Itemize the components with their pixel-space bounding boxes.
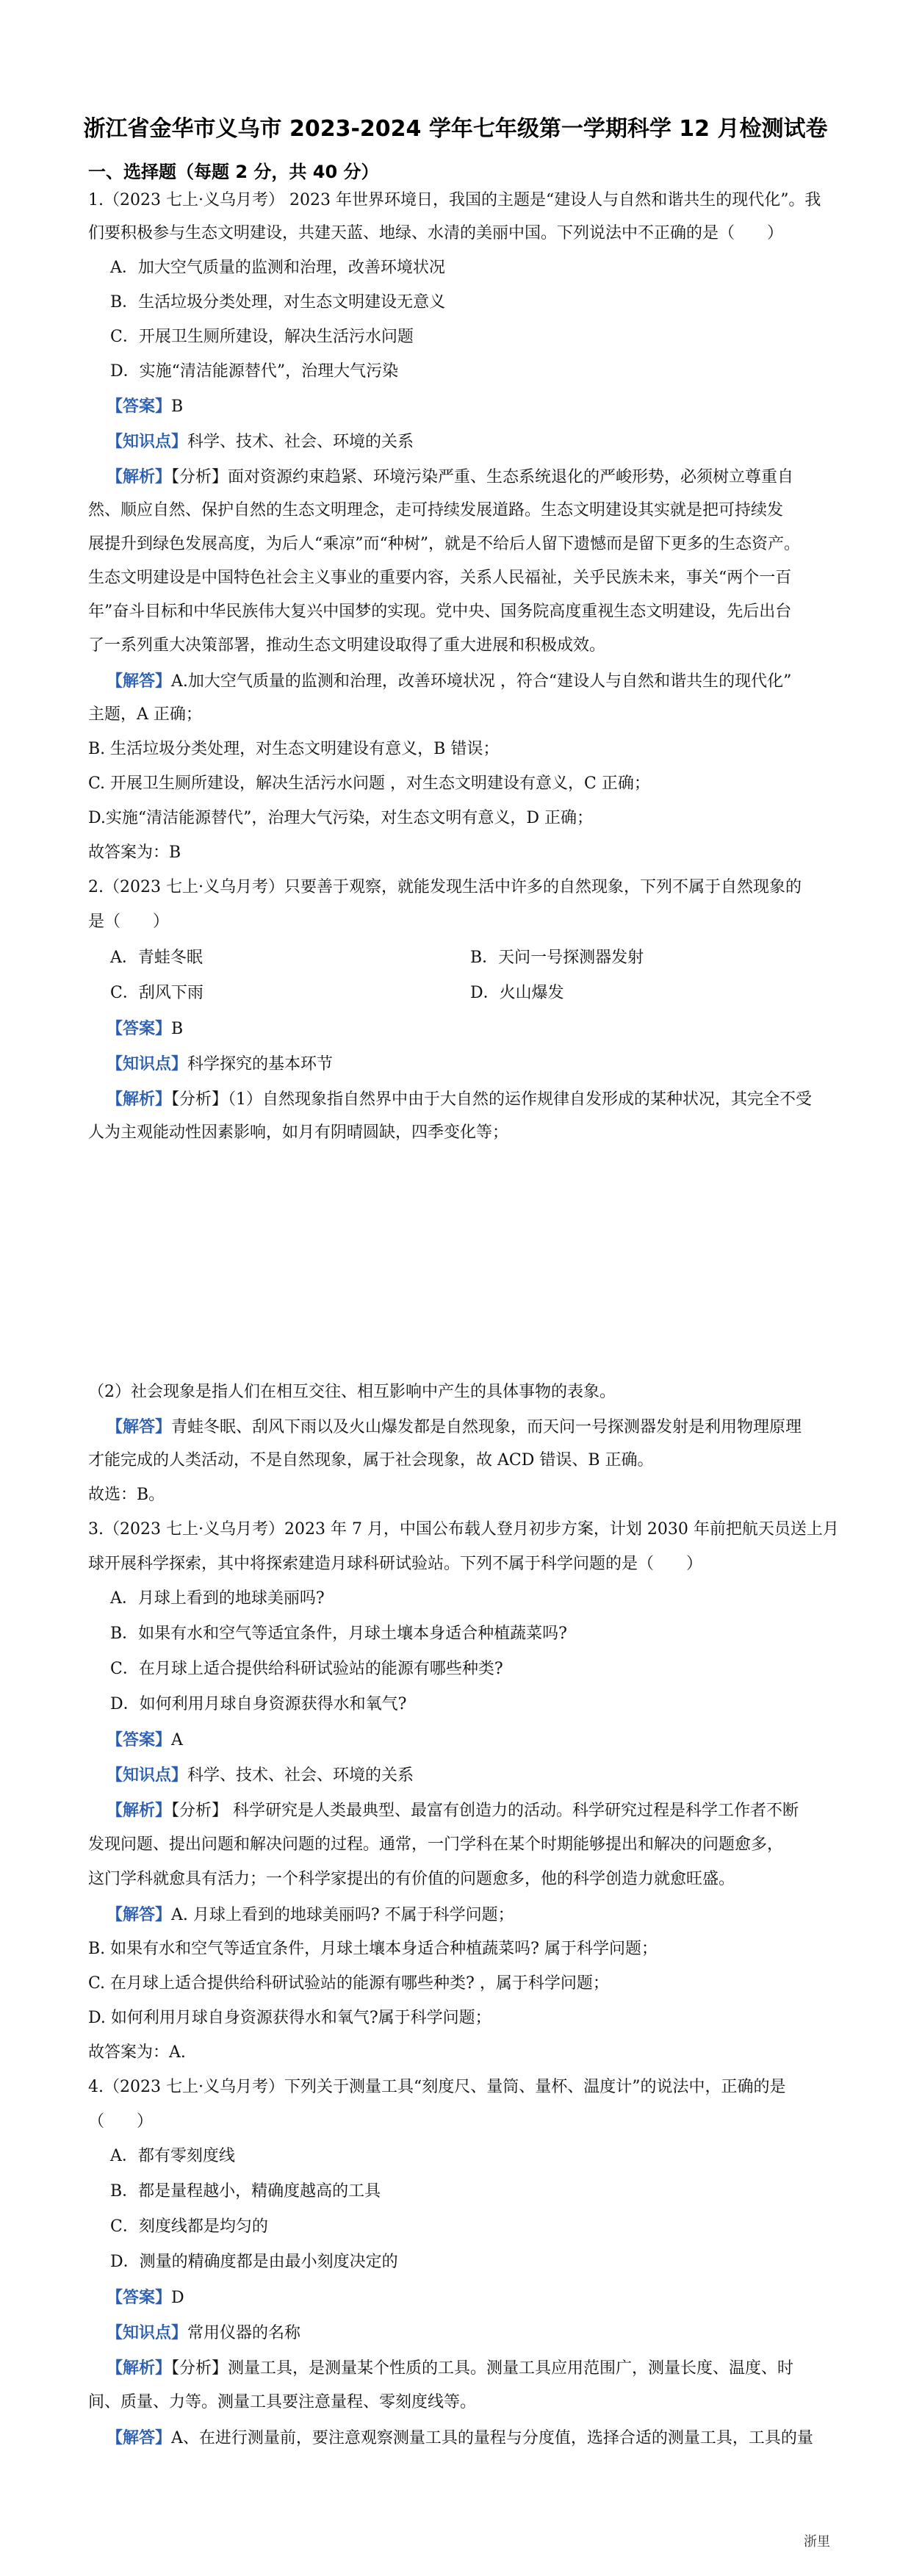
q4-solution-line	[107, 2427, 849, 2450]
solution-tag: 【解答】	[107, 1905, 172, 1924]
q1-option-a: A．加大空气质量的监测和治理，改善环境状况	[110, 259, 445, 277]
q2-solution-line	[107, 1416, 849, 1439]
q3-option-d: D．如何利用月球自身资源获得水和氧气?	[110, 1695, 407, 1713]
q3-solution-line	[107, 1904, 849, 1926]
knowledge-tag: 【知识点】	[107, 1766, 188, 1785]
q2-solution-text: 青蛙冬眠、刮风下雨以及火山爆发都是自然现象，而天问一号探测器发射是利用物理原理	[171, 1418, 802, 1436]
q1-analysis-text: 【分析】面对资源约束趋紧、环境污染严重、生态系统退化的严峻形势，必须树立尊重自	[171, 468, 794, 486]
q3-analysis-line	[107, 1799, 849, 1822]
page-title: 浙江省金华市义乌市 2023-2024 学年七年级第一学期科学 12 月检测试卷	[83, 116, 828, 142]
q4-analysis-text: 【分析】测量工具，是测量某个性质的工具。测量工具应用范围广，测量长度、温度、时	[171, 2359, 794, 2378]
answer-tag: 【答案】	[107, 2288, 172, 2307]
q4-option-c: C．刻度线都是均匀的	[110, 2217, 268, 2236]
analysis-tag: 【解析】	[107, 2359, 172, 2378]
q4-analysis-line: 间、质量、力等。测量工具要注意量程、零刻度线等。	[88, 2393, 477, 2411]
q1-analysis-line: 了一系列重大决策部署，推动生态文明建设取得了重大进展和积极成效。	[88, 636, 606, 655]
q1-solution-text: A.加大空气质量的监测和治理，改善环境状况 ，符合“建设人与自然和谐共生的现代化”	[171, 672, 792, 691]
q2-option-b: B．天问一号探测器发射	[470, 949, 644, 967]
q1-answer-value: B	[171, 397, 184, 416]
q4-option-d: D．测量的精确度都是由最小刻度决定的	[110, 2253, 398, 2271]
knowledge-tag: 【知识点】	[107, 2323, 188, 2342]
q4-stem-line: （ ）	[88, 2112, 154, 2131]
q3-option-b: B．如果有水和空气等适宜条件，月球土壤本身适合种植蔬菜吗?	[110, 1625, 567, 1643]
q3-analysis-line: 这门学科就愈具有活力；一个科学家提出的有价值的问题愈多，他的科学创造力就愈旺盛。	[88, 1870, 735, 1888]
q2-option-c: C．刮风下雨	[110, 984, 204, 1002]
q1-option-c: C．开展卫生厕所建设，解决生活污水问题	[110, 328, 414, 346]
q4-option-a: A．都有零刻度线	[110, 2147, 235, 2165]
q1-stem-line: 们要积极参与生态文明建设，共建天蓝、地绿、水清的美丽中国。下列说法中不正确的是（ ）	[88, 224, 784, 242]
q2-answer	[107, 1018, 849, 1040]
q1-solution-line	[107, 670, 849, 693]
analysis-tag: 【解析】	[107, 1801, 172, 1820]
q2-option-d: D．火山爆发	[470, 984, 564, 1002]
q2-analysis-line: 人为主观能动性因素影响，如月有阴晴圆缺，四季变化等；	[88, 1123, 509, 1142]
analysis-tag: 【解析】	[107, 467, 172, 486]
q1-analysis-line: 然、顺应自然、保护自然的生态文明理念，走可持续发展道路。生态文明建设其实就是把可持续发	[88, 501, 784, 519]
q3-solution-line: 故答案为：A.	[88, 2043, 186, 2062]
q2-knowledge-value: 科学探究的基本环节	[187, 1055, 334, 1073]
q1-solution-line: B. 生活垃圾分类处理，对生态文明建设有意义，B 错误；	[88, 740, 500, 758]
section-title: 一、选择题（每题 2 分，共 40 分）	[88, 162, 379, 182]
q3-solution-line: C. 在月球上适合提供给科研试验站的能源有哪些种类? ，属于科学问题；	[88, 1974, 609, 1993]
q3-solution-text: A. 月球上看到的地球美丽吗? 不属于科学问题；	[171, 1906, 514, 1924]
answer-tag: 【答案】	[107, 1019, 172, 1038]
q4-analysis-line	[107, 2357, 849, 2380]
q1-option-d: D．实施“清洁能源替代”，治理大气污染	[110, 362, 399, 381]
knowledge-tag: 【知识点】	[107, 432, 188, 451]
q1-stem-line: 1.（2023 七上·义乌月考） 2023 年世界环境日，我国的主题是“建设人与自然和谐共生的现代化”。我	[88, 191, 821, 209]
q2-solution-line: 才能完成的人类活动，不是自然现象，属于社会现象，故 ACD 错误、B 正确。	[88, 1451, 654, 1469]
q1-knowledge-value: 科学、技术、社会、环境的关系	[187, 433, 414, 451]
q4-stem-line: 4.（2023 七上·义乌月考）下列关于测量工具“刻度尺、量筒、量杯、温度计”的说法中，正确的是	[88, 2078, 786, 2096]
q3-answer	[107, 1729, 849, 1752]
solution-tag: 【解答】	[107, 2428, 172, 2447]
q3-answer-value: A	[171, 1731, 183, 1749]
q1-solution-line: D.实施“清洁能源替代”，治理大气污染，对生态文明有意义，D 正确；	[88, 809, 593, 827]
q3-analysis-line: 发现问题、提出问题和解决问题的过程。通常，一门学科在某个时期能够提出和解决的问题愈多，	[88, 1835, 784, 1854]
q3-option-c: C．在月球上适合提供给科研试验站的能源有哪些种类?	[110, 1660, 503, 1678]
q2-analysis-line: （2）社会现象是指人们在相互交往、相互影响中产生的具体事物的表象。	[88, 1383, 616, 1401]
q3-analysis-text: 【分析】 科学研究是人类最典型、最富有创造力的活动。科学研究过程是科学工作者不断	[171, 1802, 799, 1820]
page-footer: 浙里	[804, 2534, 830, 2550]
q2-analysis-text: 【分析】（1）自然现象指自然界中由于大自然的运作规律自发形成的某种状况，其完全不受	[171, 1090, 813, 1109]
q1-answer	[107, 395, 849, 418]
q4-answer-value: D	[171, 2289, 184, 2307]
knowledge-tag: 【知识点】	[107, 1054, 188, 1073]
q1-solution-line: C. 开展卫生厕所建设，解决生活污水问题 ，对生态文明建设有意义，C 正确；	[88, 774, 650, 793]
q3-solution-line: D. 如何利用月球自身资源获得水和氧气?属于科学问题；	[88, 2009, 491, 2027]
q2-option-a: A．青蛙冬眠	[110, 949, 203, 967]
q1-analysis-line: 生态文明建设是中国特色社会主义事业的重要内容，关系人民福祉，关乎民族未来，事关“两个一百	[88, 569, 792, 587]
q4-knowledge-value: 常用仪器的名称	[187, 2324, 301, 2342]
q3-knowledge-value: 科学、技术、社会、环境的关系	[187, 1766, 414, 1785]
q1-solution-line: 故答案为：B	[88, 843, 181, 862]
q2-analysis-line	[107, 1088, 849, 1111]
q2-answer-value: B	[171, 1020, 184, 1038]
q2-stem-line: 是（ ）	[88, 913, 170, 931]
q4-knowledge	[107, 2322, 849, 2345]
q1-option-b: B．生活垃圾分类处理，对生态文明建设无意义	[110, 293, 446, 312]
q3-option-a: A．月球上看到的地球美丽吗?	[110, 1589, 325, 1608]
analysis-tag: 【解析】	[107, 1090, 172, 1109]
solution-tag: 【解答】	[107, 1417, 172, 1436]
q2-stem-line: 2.（2023 七上·义乌月考）只要善于观察，就能发现生活中许多的自然现象，下列不属于自然现象的	[88, 878, 802, 896]
q1-solution-line: 主题，A 正确；	[88, 705, 202, 724]
q1-analysis-line	[107, 466, 849, 489]
q1-analysis-line: 展提升到绿色发展高度，为后人“乘凉”而“种树”，就是不给后人留下遗憾而是留下更多的生态资产。	[88, 535, 800, 553]
q3-knowledge	[107, 1764, 849, 1787]
q1-knowledge	[107, 431, 849, 453]
q1-analysis-line: 年”奋斗目标和中华民族伟大复兴中国梦的实现。党中央、国务院高度重视生态文明建设，先后出台	[88, 602, 792, 621]
q2-solution-line: 故选：B。	[88, 1486, 165, 1504]
q3-solution-line: B. 如果有水和空气等适宜条件，月球土壤本身适合种植蔬菜吗? 属于科学问题；	[88, 1940, 658, 1958]
q4-answer	[107, 2287, 849, 2309]
answer-tag: 【答案】	[107, 1730, 172, 1749]
q2-knowledge	[107, 1053, 849, 1076]
q3-stem-line: 3.（2023 七上·义乌月考）2023 年 7 月，中国公布载人登月初步方案，计划 2030 年前把航天员送上月	[88, 1520, 839, 1539]
solution-tag: 【解答】	[107, 672, 172, 691]
q3-stem-line: 球开展科学探索，其中将探索建造月球科研试验站。下列不属于科学问题的是（ ）	[88, 1555, 703, 1573]
q4-solution-text: A、在进行测量前，要注意观察测量工具的量程与分度值，选择合适的测量工具，工具的量	[171, 2429, 813, 2447]
answer-tag: 【答案】	[107, 397, 172, 416]
q4-option-b: B．都是量程越小，精确度越高的工具	[110, 2182, 381, 2201]
